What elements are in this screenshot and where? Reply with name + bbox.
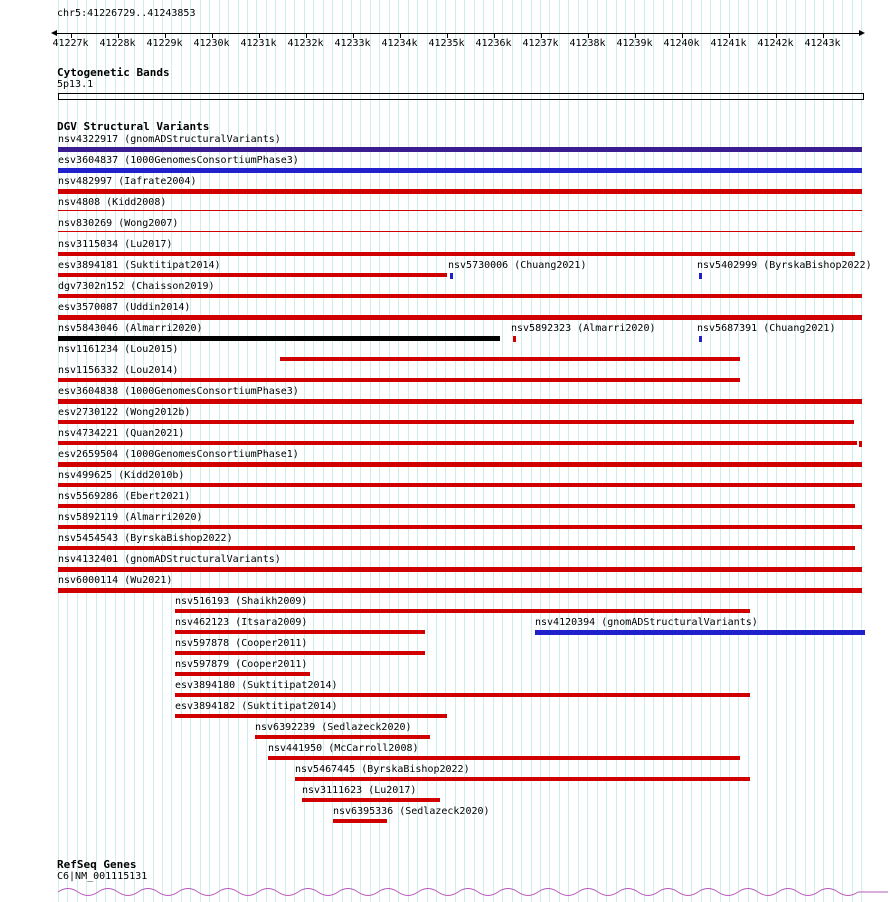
variant-label[interactable]: nsv4120394 (gnomADStructuralVariants): [535, 617, 758, 628]
grid-line: [767, 0, 768, 902]
variant-bar[interactable]: [58, 147, 862, 152]
ruler-line: [55, 33, 861, 34]
variant-label[interactable]: nsv4734221 (Quan2021): [58, 428, 185, 439]
variant-label[interactable]: nsv1156332 (Lou2014): [58, 365, 179, 376]
grid-line: [568, 0, 569, 902]
variant-label[interactable]: nsv5454543 (ByrskaBishop2022): [58, 533, 233, 544]
variant-label[interactable]: nsv5843046 (Almarri2020): [58, 323, 203, 334]
variant-label[interactable]: nsv6395336 (Sedlazeck2020): [333, 806, 490, 817]
variant-bar[interactable]: [175, 609, 750, 613]
gene-label[interactable]: C6|NM_001115131: [57, 871, 148, 882]
grid-line: [682, 0, 683, 902]
grid-line: [474, 0, 475, 902]
section-title-cytogenetic: Cytogenetic Bands: [57, 66, 170, 79]
grid-line: [805, 0, 806, 902]
variant-bar[interactable]: [175, 651, 425, 655]
ruler-tick-label: 41237k: [522, 38, 559, 49]
variant-label[interactable]: nsv5687391 (Chuang2021): [697, 323, 836, 334]
variant-bar[interactable]: [58, 273, 447, 277]
grid-line: [540, 0, 541, 902]
variant-bar[interactable]: [175, 630, 425, 634]
ruler-left-arrow-icon: [51, 30, 57, 36]
grid-line: [663, 0, 664, 902]
variant-label[interactable]: nsv5892323 (Almarri2020): [511, 323, 656, 334]
variant-label[interactable]: nsv4132401 (gnomADStructuralVariants): [58, 554, 281, 565]
grid-line: [720, 0, 721, 902]
variant-label[interactable]: esv3604838 (1000GenomesConsortiumPhase3): [58, 386, 299, 397]
variant-label[interactable]: esv3894181 (Suktitipat2014): [58, 260, 221, 271]
variant-bar[interactable]: [58, 294, 862, 298]
grid-line: [644, 0, 645, 902]
ruler-tick-label: 41233k: [334, 38, 371, 49]
grid-line: [559, 0, 560, 902]
grid-line: [814, 0, 815, 902]
variant-label[interactable]: nsv462123 (Itsara2009): [175, 617, 308, 628]
variant-bar[interactable]: [58, 336, 500, 341]
section-title-dgv: DGV Structural Variants: [57, 120, 210, 133]
variant-bar[interactable]: [859, 441, 862, 447]
grid-line: [672, 0, 673, 902]
variant-bar[interactable]: [58, 231, 862, 232]
ruler-tick-label: 41227k: [52, 38, 89, 49]
variant-bar[interactable]: [58, 189, 862, 194]
grid-line: [634, 0, 635, 902]
section-title-refseq: RefSeq Genes: [57, 858, 137, 871]
variant-bar[interactable]: [699, 336, 702, 342]
variant-label[interactable]: nsv5467445 (ByrskaBishop2022): [295, 764, 470, 775]
variant-bar[interactable]: [58, 504, 855, 508]
variant-label[interactable]: nsv597879 (Cooper2011): [175, 659, 308, 670]
grid-line: [493, 0, 494, 902]
grid-line: [625, 0, 626, 902]
variant-label[interactable]: esv2730122 (Wong2012b): [58, 407, 191, 418]
grid-line: [757, 0, 758, 902]
ruler-tick-label: 41238k: [569, 38, 606, 49]
variant-label[interactable]: nsv4808 (Kidd2008): [58, 197, 167, 208]
variant-bar[interactable]: [58, 462, 862, 467]
variant-bar[interactable]: [58, 588, 862, 593]
ruler-tick-label: 41234k: [381, 38, 418, 49]
ruler-tick-label: 41243k: [804, 38, 841, 49]
grid-line: [549, 0, 550, 902]
grid-line: [842, 0, 843, 902]
variant-label[interactable]: nsv516193 (Shaikh2009): [175, 596, 308, 607]
grid-line: [823, 0, 824, 902]
ruler-tick-label: 41232k: [287, 38, 324, 49]
grid-line: [616, 0, 617, 902]
variant-label[interactable]: esv2659504 (1000GenomesConsortiumPhase1): [58, 449, 299, 460]
cytoband-label: 5p13.1: [57, 79, 94, 90]
grid-line: [729, 0, 730, 902]
ruler-tick-label: 41239k: [616, 38, 653, 49]
grid-line: [653, 0, 654, 902]
ruler-tick-label: 41230k: [193, 38, 230, 49]
variant-bar[interactable]: [295, 777, 750, 781]
ruler-tick-label: 41229k: [146, 38, 183, 49]
ruler-tick-label: 41231k: [240, 38, 277, 49]
variant-bar[interactable]: [255, 735, 430, 739]
grid-line: [521, 0, 522, 902]
grid-line: [776, 0, 777, 902]
variant-bar[interactable]: [58, 168, 862, 173]
variant-label[interactable]: nsv1161234 (Lou2015): [58, 344, 179, 355]
grid-line: [531, 0, 532, 902]
variant-bar[interactable]: [58, 399, 862, 404]
variant-label[interactable]: nsv482997 (Iafrate2004): [58, 176, 197, 187]
variant-label[interactable]: esv3570087 (Uddin2014): [58, 302, 191, 313]
ruler-tick-label: 41241k: [710, 38, 747, 49]
variant-label[interactable]: nsv5402999 (ByrskaBishop2022): [697, 260, 872, 271]
grid-line: [691, 0, 692, 902]
ruler-tick-label: 41240k: [663, 38, 700, 49]
variant-bar[interactable]: [280, 357, 740, 361]
variant-bar[interactable]: [175, 693, 750, 697]
variant-bar[interactable]: [535, 630, 865, 635]
ruler-tick-label: 41228k: [99, 38, 136, 49]
variant-bar[interactable]: [268, 756, 740, 760]
variant-bar[interactable]: [302, 798, 440, 802]
ruler-tick-label: 41242k: [757, 38, 794, 49]
variant-label[interactable]: nsv597878 (Cooper2011): [175, 638, 308, 649]
grid-line: [786, 0, 787, 902]
variant-label[interactable]: nsv5730006 (Chuang2021): [448, 260, 587, 271]
ruler-right-arrow-icon: [859, 30, 865, 36]
variant-label[interactable]: nsv5569286 (Ebert2021): [58, 491, 191, 502]
variant-label[interactable]: esv3894180 (Suktitipat2014): [175, 680, 338, 691]
variant-label[interactable]: nsv6392239 (Sedlazeck2020): [255, 722, 412, 733]
variant-bar[interactable]: [58, 252, 855, 256]
variant-bar[interactable]: [450, 273, 453, 279]
grid-line: [512, 0, 513, 902]
variant-label[interactable]: dgv7302n152 (Chaisson2019): [58, 281, 215, 292]
variant-bar[interactable]: [175, 714, 447, 718]
variant-bar[interactable]: [58, 483, 862, 487]
grid-line: [606, 0, 607, 902]
variant-bar[interactable]: [333, 819, 387, 823]
ruler-tick-label: 41236k: [475, 38, 512, 49]
variant-bar[interactable]: [175, 672, 310, 676]
variant-bar[interactable]: [58, 546, 855, 550]
grid-line: [795, 0, 796, 902]
grid-line: [502, 0, 503, 902]
variant-label[interactable]: esv3604837 (1000GenomesConsortiumPhase3): [58, 155, 299, 166]
grid-line: [587, 0, 588, 902]
variant-label[interactable]: esv3894182 (Suktitipat2014): [175, 701, 338, 712]
variant-bar[interactable]: [58, 315, 862, 320]
grid-line: [738, 0, 739, 902]
gene-structure[interactable]: [0, 883, 890, 901]
grid-line: [748, 0, 749, 902]
grid-line: [833, 0, 834, 902]
variant-label[interactable]: nsv6000114 (Wu2021): [58, 575, 173, 586]
variant-bar[interactable]: [58, 441, 857, 445]
grid-line: [701, 0, 702, 902]
variant-bar[interactable]: [699, 273, 702, 279]
variant-bar[interactable]: [58, 525, 862, 529]
grid-line: [852, 0, 853, 902]
variant-label[interactable]: nsv3115034 (Lu2017): [58, 239, 173, 250]
region-label: chr5:41226729..41243853: [57, 8, 196, 19]
grid-line: [597, 0, 598, 902]
ruler-tick-label: 41235k: [428, 38, 465, 49]
variant-label[interactable]: nsv499625 (Kidd2010b): [58, 470, 185, 481]
variant-bar[interactable]: [513, 336, 516, 342]
variant-label[interactable]: nsv3111623 (Lu2017): [302, 785, 417, 796]
grid-line: [578, 0, 579, 902]
grid-line: [861, 0, 862, 902]
cytoband-box: [58, 93, 864, 100]
grid-line: [483, 0, 484, 902]
grid-line: [710, 0, 711, 902]
variant-bar[interactable]: [58, 567, 862, 572]
variant-label[interactable]: nsv4322917 (gnomADStructuralVariants): [58, 134, 281, 145]
variant-bar[interactable]: [58, 210, 862, 211]
variant-bar[interactable]: [58, 420, 854, 424]
variant-label[interactable]: nsv441950 (McCarroll2008): [268, 743, 419, 754]
variant-label[interactable]: nsv5892119 (Almarri2020): [58, 512, 203, 523]
variant-bar[interactable]: [58, 378, 740, 382]
gene-structure-path: [58, 889, 888, 896]
variant-label[interactable]: nsv830269 (Wong2007): [58, 218, 179, 229]
